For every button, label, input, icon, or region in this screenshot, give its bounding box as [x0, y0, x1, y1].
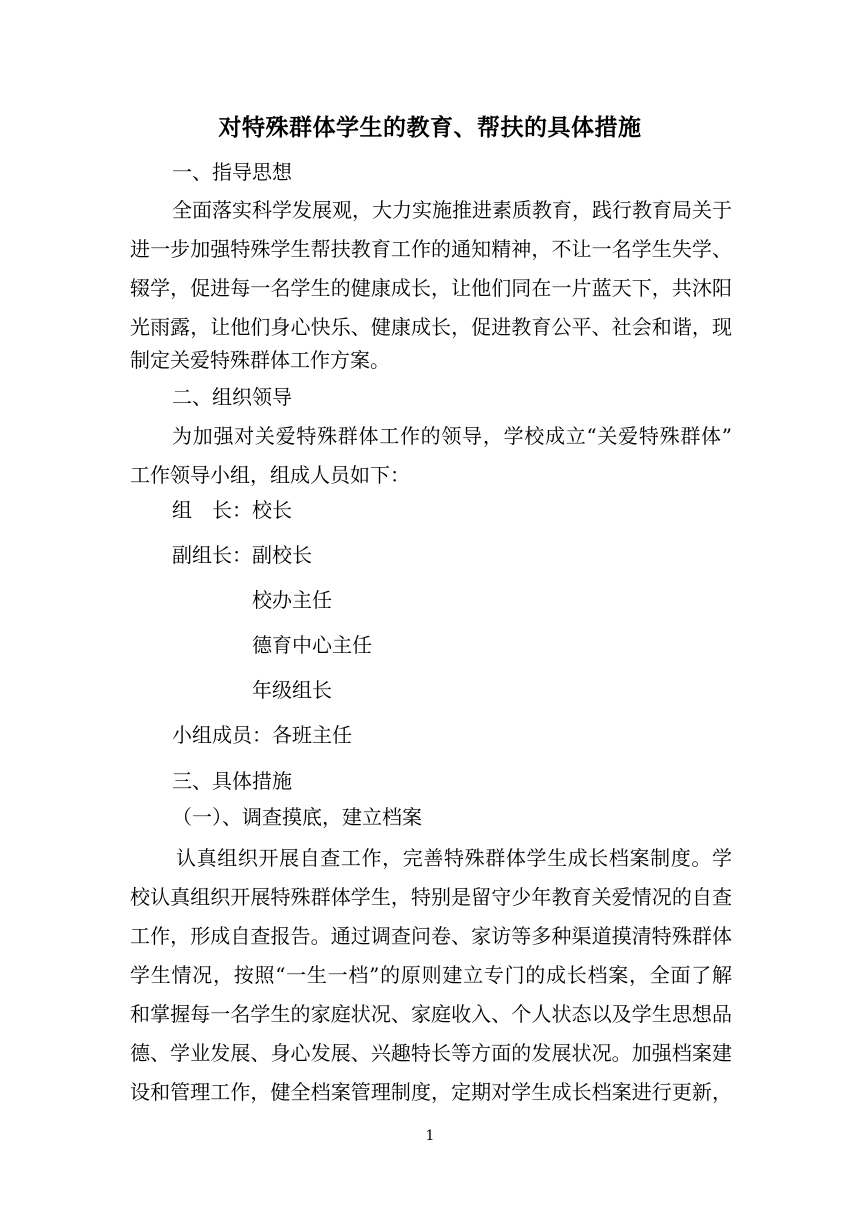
- paragraph-line: 为加强对关爱特殊群体工作的领导，学校成立“关爱特殊群体”: [172, 424, 732, 448]
- roster-members: 小组成员：各班主任: [172, 723, 352, 747]
- section-heading-measures: 三、具体措施: [172, 769, 292, 793]
- paragraph-line: 光雨露，让他们身心快乐、健康成长，促进教育公平、社会和谐，现: [130, 315, 732, 339]
- paragraph-line: 制定关爱特殊群体工作方案。: [130, 348, 390, 372]
- section-heading-guiding-ideology: 一、指导思想: [172, 160, 292, 184]
- section-heading-organization: 二、组织领导: [172, 385, 292, 409]
- paragraph-line: 校认真组织开展特殊群体学生，特别是留守少年教育关爱情况的自查: [130, 885, 732, 909]
- paragraph-line: 全面落实科学发展观，大力实施推进素质教育，践行教育局关于: [172, 198, 732, 222]
- roster-deputy-item: 年级组长: [252, 678, 332, 702]
- paragraph-line: 德、学业发展、身心发展、兴趣特长等方面的发展状况。加强档案建: [130, 1041, 732, 1065]
- paragraph-line: 进一步加强特殊学生帮扶教育工作的通知精神，不让一名学生失学、: [130, 237, 732, 261]
- roster-leader: 组 长：校长: [172, 498, 292, 522]
- roster-deputy-item: 校办主任: [252, 588, 332, 612]
- roster-deputy-leader: 副组长：副校长: [172, 543, 312, 567]
- paragraph-line: 设和管理工作，健全档案管理制度，定期对学生成长档案进行更新，: [130, 1080, 732, 1104]
- roster-deputy-item: 德育中心主任: [252, 633, 372, 657]
- paragraph-line: 辍学，促进每一名学生的健康成长，让他们同在一片蓝天下，共沐阳: [130, 276, 732, 300]
- document-title: 对特殊群体学生的教育、帮扶的具体措施: [218, 114, 642, 141]
- subsection-heading: （一）、调查摸底，建立档案: [172, 805, 422, 829]
- paragraph-line: 学生情况，按照“一生一档”的原则建立专门的成长档案，全面了解: [130, 963, 732, 987]
- paragraph-line: 认真组织开展自查工作，完善特殊群体学生成长档案制度。学: [176, 846, 732, 870]
- paragraph-line: 工作领导小组，组成人员如下：: [130, 463, 410, 487]
- page-number: 1: [425, 1128, 435, 1144]
- paragraph-line: 和掌握每一名学生的家庭状况、家庭收入、个人状态以及学生思想品: [130, 1002, 732, 1026]
- paragraph-line: 工作，形成自查报告。通过调查问卷、家访等多种渠道摸清特殊群体: [130, 924, 732, 948]
